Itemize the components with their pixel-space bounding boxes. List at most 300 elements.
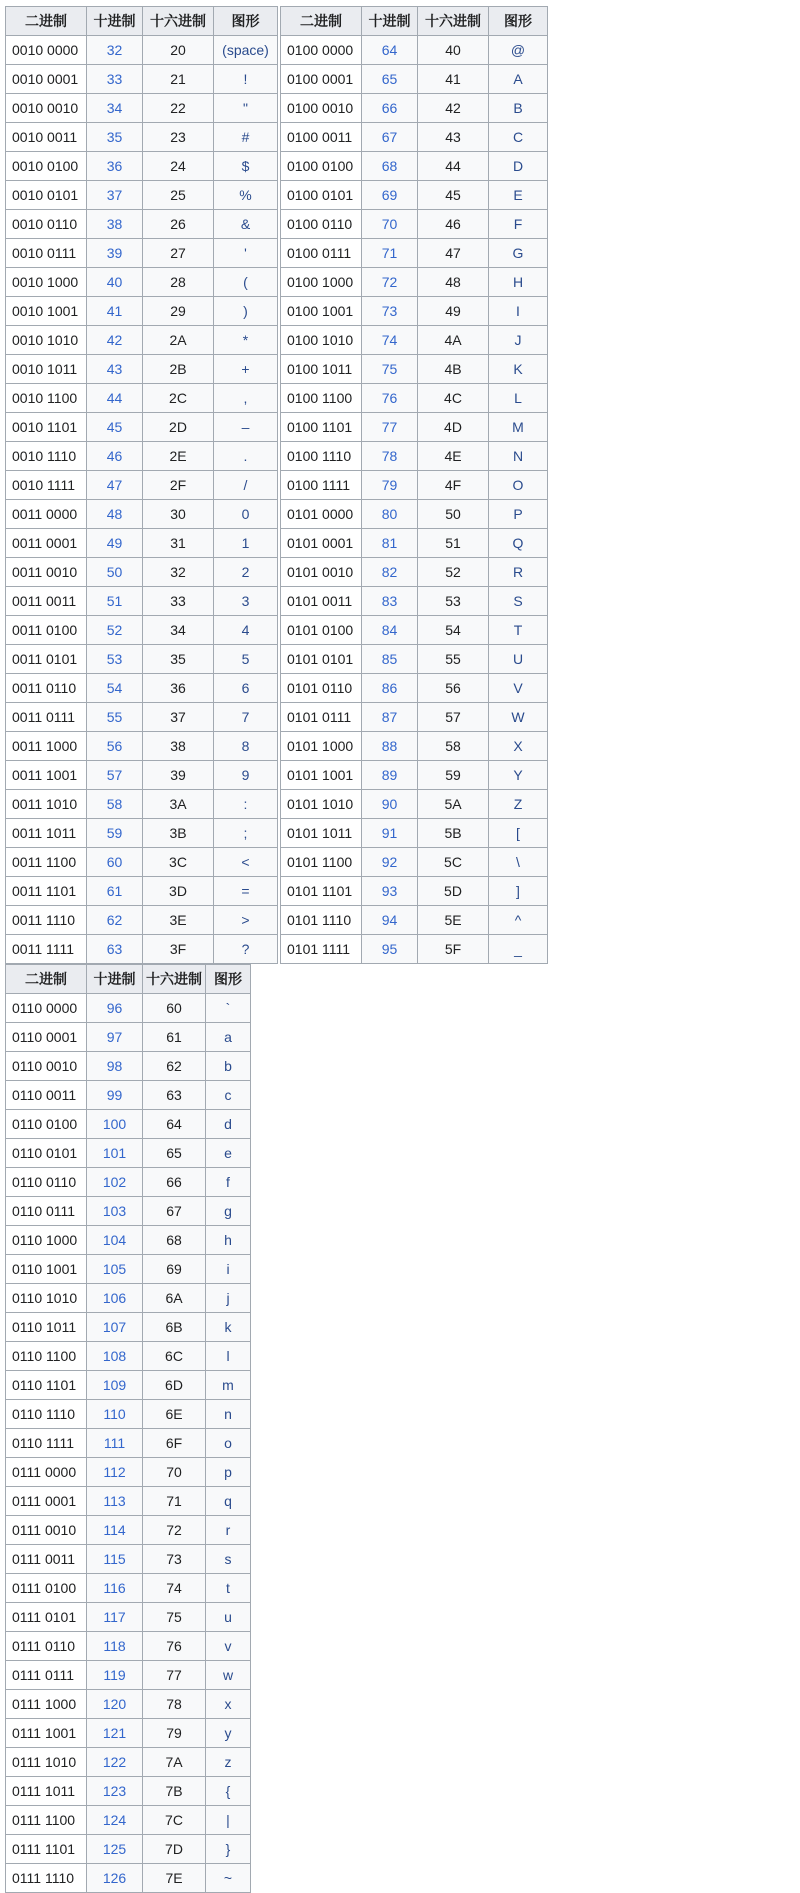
table-row: [6, 1516, 251, 1545]
table-row: [6, 384, 278, 413]
decimal-cell[interactable]: 68: [362, 152, 418, 181]
binary-cell: 0110 1011: [6, 1313, 87, 1342]
decimal-cell[interactable]: 82: [362, 558, 418, 587]
decimal-cell[interactable]: 75: [362, 355, 418, 384]
hex-cell: 3A: [143, 790, 214, 819]
glyph-cell[interactable]: !: [214, 65, 278, 94]
decimal-cell[interactable]: 115: [87, 1545, 143, 1574]
hex-cell: 69: [143, 1255, 206, 1284]
binary-cell: 0110 0101: [6, 1139, 87, 1168]
glyph-cell[interactable]: i: [206, 1255, 251, 1284]
decimal-cell[interactable]: 44: [87, 384, 143, 413]
decimal-cell[interactable]: 57: [87, 761, 143, 790]
decimal-cell[interactable]: 83: [362, 587, 418, 616]
table-row: [281, 616, 548, 645]
decimal-cell[interactable]: 92: [362, 848, 418, 877]
glyph-cell[interactable]: P: [489, 500, 548, 529]
decimal-cell[interactable]: 113: [87, 1487, 143, 1516]
decimal-cell[interactable]: 102: [87, 1168, 143, 1197]
glyph-cell[interactable]: U: [489, 645, 548, 674]
glyph-cell[interactable]: /: [214, 471, 278, 500]
glyph-cell[interactable]: Y: [489, 761, 548, 790]
table-row: [6, 732, 278, 761]
decimal-cell[interactable]: 51: [87, 587, 143, 616]
glyph-cell[interactable]: Q: [489, 529, 548, 558]
glyph-cell[interactable]: >: [214, 906, 278, 935]
decimal-cell[interactable]: 117: [87, 1603, 143, 1632]
glyph-cell[interactable]: S: [489, 587, 548, 616]
glyph-cell[interactable]: 7: [214, 703, 278, 732]
table-row: [281, 239, 548, 268]
decimal-cell[interactable]: 110: [87, 1400, 143, 1429]
glyph-cell[interactable]: ,: [214, 384, 278, 413]
hex-cell: 6E: [143, 1400, 206, 1429]
decimal-cell[interactable]: 53: [87, 645, 143, 674]
glyph-cell[interactable]: `: [206, 994, 251, 1023]
binary-cell: 0101 1100: [281, 848, 362, 877]
table-row: [281, 94, 548, 123]
decimal-cell[interactable]: 52: [87, 616, 143, 645]
glyph-cell[interactable]: (: [214, 268, 278, 297]
header-glyph: 图形: [214, 7, 278, 36]
ascii-table-3: [5, 964, 251, 1893]
decimal-cell[interactable]: 91: [362, 819, 418, 848]
glyph-cell[interactable]: #: [214, 123, 278, 152]
glyph-cell[interactable]: &: [214, 210, 278, 239]
glyph-cell[interactable]: =: [214, 877, 278, 906]
glyph-cell[interactable]: p: [206, 1458, 251, 1487]
binary-cell: 0011 0000: [6, 500, 87, 529]
binary-cell: 0010 1011: [6, 355, 87, 384]
hex-cell: 74: [143, 1574, 206, 1603]
glyph-cell[interactable]: e: [206, 1139, 251, 1168]
glyph-cell[interactable]: r: [206, 1516, 251, 1545]
glyph-cell[interactable]: }: [206, 1835, 251, 1864]
decimal-cell[interactable]: 67: [362, 123, 418, 152]
table-row: [6, 935, 278, 964]
hex-cell: 37: [143, 703, 214, 732]
hex-cell: 60: [143, 994, 206, 1023]
table-row: [6, 703, 278, 732]
ascii-tables: [5, 6, 795, 1886]
glyph-cell[interactable]: o: [206, 1429, 251, 1458]
hex-cell: 46: [418, 210, 489, 239]
decimal-cell[interactable]: 99: [87, 1081, 143, 1110]
binary-cell: 0111 1000: [6, 1690, 87, 1719]
decimal-cell[interactable]: 62: [87, 906, 143, 935]
binary-cell: 0011 1101: [6, 877, 87, 906]
decimal-cell[interactable]: 85: [362, 645, 418, 674]
hex-cell: 26: [143, 210, 214, 239]
binary-cell: 0011 0111: [6, 703, 87, 732]
table-row: [6, 36, 278, 65]
table-row: [6, 1110, 251, 1139]
table-row: [6, 268, 278, 297]
glyph-cell[interactable]: W: [489, 703, 548, 732]
glyph-cell[interactable]: {: [206, 1777, 251, 1806]
glyph-cell[interactable]: :: [214, 790, 278, 819]
binary-cell: 0110 0100: [6, 1110, 87, 1139]
table-row: [6, 906, 278, 935]
decimal-cell[interactable]: 122: [87, 1748, 143, 1777]
header-decimal: 十进制: [362, 7, 418, 36]
binary-cell: 0101 1010: [281, 790, 362, 819]
glyph-cell[interactable]: z: [206, 1748, 251, 1777]
decimal-cell[interactable]: 123: [87, 1777, 143, 1806]
hex-cell: 75: [143, 1603, 206, 1632]
decimal-cell[interactable]: 72: [362, 268, 418, 297]
glyph-cell[interactable]: 6: [214, 674, 278, 703]
glyph-cell[interactable]: F: [489, 210, 548, 239]
decimal-cell[interactable]: 38: [87, 210, 143, 239]
glyph-cell[interactable]: –: [214, 413, 278, 442]
table-row: [281, 587, 548, 616]
binary-cell: 0110 1001: [6, 1255, 87, 1284]
binary-cell: 0110 0110: [6, 1168, 87, 1197]
binary-cell: 0111 0100: [6, 1574, 87, 1603]
decimal-cell[interactable]: 46: [87, 442, 143, 471]
glyph-cell[interactable]: ): [214, 297, 278, 326]
glyph-cell[interactable]: x: [206, 1690, 251, 1719]
glyph-cell[interactable]: b: [206, 1052, 251, 1081]
decimal-cell[interactable]: 124: [87, 1806, 143, 1835]
table-row: [281, 500, 548, 529]
glyph-cell[interactable]: D: [489, 152, 548, 181]
decimal-cell[interactable]: 48: [87, 500, 143, 529]
decimal-cell[interactable]: 106: [87, 1284, 143, 1313]
hex-cell: 24: [143, 152, 214, 181]
binary-cell: 0011 1110: [6, 906, 87, 935]
glyph-cell[interactable]: w: [206, 1661, 251, 1690]
decimal-cell[interactable]: 58: [87, 790, 143, 819]
decimal-cell[interactable]: 78: [362, 442, 418, 471]
decimal-cell[interactable]: 105: [87, 1255, 143, 1284]
decimal-cell[interactable]: 33: [87, 65, 143, 94]
glyph-cell[interactable]: T: [489, 616, 548, 645]
glyph-cell[interactable]: @: [489, 36, 548, 65]
table-row: [6, 1806, 251, 1835]
glyph-cell[interactable]: 9: [214, 761, 278, 790]
decimal-cell[interactable]: 101: [87, 1139, 143, 1168]
glyph-cell[interactable]: j: [206, 1284, 251, 1313]
glyph-cell[interactable]: %: [214, 181, 278, 210]
table-row: [6, 1284, 251, 1313]
decimal-cell[interactable]: 45: [87, 413, 143, 442]
table-row: [281, 471, 548, 500]
header-glyph: 图形: [489, 7, 548, 36]
hex-cell: 65: [143, 1139, 206, 1168]
decimal-cell[interactable]: 96: [87, 994, 143, 1023]
glyph-cell[interactable]: u: [206, 1603, 251, 1632]
table-row: [6, 1023, 251, 1052]
hex-cell: 48: [418, 268, 489, 297]
glyph-cell[interactable]: .: [214, 442, 278, 471]
hex-cell: 6A: [143, 1284, 206, 1313]
glyph-cell[interactable]: $: [214, 152, 278, 181]
glyph-cell[interactable]: d: [206, 1110, 251, 1139]
decimal-cell[interactable]: 84: [362, 616, 418, 645]
glyph-cell[interactable]: \: [489, 848, 548, 877]
decimal-cell[interactable]: 35: [87, 123, 143, 152]
decimal-cell[interactable]: 112: [87, 1458, 143, 1487]
glyph-cell[interactable]: l: [206, 1342, 251, 1371]
decimal-cell[interactable]: 73: [362, 297, 418, 326]
glyph-cell[interactable]: ?: [214, 935, 278, 964]
hex-cell: 78: [143, 1690, 206, 1719]
table-row: [6, 790, 278, 819]
decimal-cell[interactable]: 114: [87, 1516, 143, 1545]
glyph-cell[interactable]: G: [489, 239, 548, 268]
binary-cell: 0111 0110: [6, 1632, 87, 1661]
decimal-cell[interactable]: 86: [362, 674, 418, 703]
glyph-cell[interactable]: K: [489, 355, 548, 384]
decimal-cell[interactable]: 69: [362, 181, 418, 210]
binary-cell: 0110 0000: [6, 994, 87, 1023]
decimal-cell[interactable]: 56: [87, 732, 143, 761]
decimal-cell[interactable]: 121: [87, 1719, 143, 1748]
binary-cell: 0010 0110: [6, 210, 87, 239]
hex-cell: 2F: [143, 471, 214, 500]
decimal-cell[interactable]: 93: [362, 877, 418, 906]
hex-cell: 20: [143, 36, 214, 65]
decimal-cell[interactable]: 55: [87, 703, 143, 732]
glyph-cell[interactable]: ': [214, 239, 278, 268]
hex-cell: 5D: [418, 877, 489, 906]
binary-cell: 0100 1110: [281, 442, 362, 471]
decimal-cell[interactable]: 88: [362, 732, 418, 761]
table-row: [6, 500, 278, 529]
table-row: [6, 471, 278, 500]
decimal-cell[interactable]: 71: [362, 239, 418, 268]
decimal-cell[interactable]: 125: [87, 1835, 143, 1864]
binary-cell: 0100 0110: [281, 210, 362, 239]
glyph-cell[interactable]: ]: [489, 877, 548, 906]
glyph-cell[interactable]: (space): [214, 36, 278, 65]
binary-cell: 0100 1111: [281, 471, 362, 500]
binary-cell: 0100 0101: [281, 181, 362, 210]
binary-cell: 0011 0010: [6, 558, 87, 587]
hex-cell: 49: [418, 297, 489, 326]
glyph-cell[interactable]: c: [206, 1081, 251, 1110]
glyph-cell[interactable]: *: [214, 326, 278, 355]
glyph-cell[interactable]: k: [206, 1313, 251, 1342]
glyph-cell[interactable]: 5: [214, 645, 278, 674]
decimal-cell[interactable]: 109: [87, 1371, 143, 1400]
decimal-cell[interactable]: 76: [362, 384, 418, 413]
decimal-cell[interactable]: 111: [87, 1429, 143, 1458]
decimal-cell[interactable]: 47: [87, 471, 143, 500]
hex-cell: 6B: [143, 1313, 206, 1342]
glyph-cell[interactable]: 2: [214, 558, 278, 587]
decimal-cell[interactable]: 97: [87, 1023, 143, 1052]
glyph-cell[interactable]: C: [489, 123, 548, 152]
decimal-cell[interactable]: 103: [87, 1197, 143, 1226]
decimal-cell[interactable]: 64: [362, 36, 418, 65]
decimal-cell[interactable]: 37: [87, 181, 143, 210]
decimal-cell[interactable]: 36: [87, 152, 143, 181]
table-row: [6, 994, 251, 1023]
glyph-cell[interactable]: s: [206, 1545, 251, 1574]
glyph-cell[interactable]: 3: [214, 587, 278, 616]
table-row: [6, 674, 278, 703]
table-row: [281, 152, 548, 181]
glyph-cell[interactable]: A: [489, 65, 548, 94]
hex-cell: 6F: [143, 1429, 206, 1458]
binary-cell: 0011 1010: [6, 790, 87, 819]
decimal-cell[interactable]: 90: [362, 790, 418, 819]
decimal-cell[interactable]: 126: [87, 1864, 143, 1893]
glyph-cell[interactable]: f: [206, 1168, 251, 1197]
glyph-cell[interactable]: V: [489, 674, 548, 703]
glyph-cell[interactable]: ": [214, 94, 278, 123]
decimal-cell[interactable]: 41: [87, 297, 143, 326]
binary-cell: 0111 0001: [6, 1487, 87, 1516]
binary-cell: 0111 0101: [6, 1603, 87, 1632]
glyph-cell[interactable]: [: [489, 819, 548, 848]
decimal-cell[interactable]: 80: [362, 500, 418, 529]
decimal-cell[interactable]: 50: [87, 558, 143, 587]
binary-cell: 0010 1101: [6, 413, 87, 442]
glyph-cell[interactable]: E: [489, 181, 548, 210]
glyph-cell[interactable]: O: [489, 471, 548, 500]
glyph-cell[interactable]: R: [489, 558, 548, 587]
decimal-cell[interactable]: 43: [87, 355, 143, 384]
binary-cell: 0101 1011: [281, 819, 362, 848]
table-row: [281, 268, 548, 297]
table-row: [6, 355, 278, 384]
glyph-cell[interactable]: |: [206, 1806, 251, 1835]
glyph-cell[interactable]: I: [489, 297, 548, 326]
decimal-cell[interactable]: 89: [362, 761, 418, 790]
glyph-cell[interactable]: h: [206, 1226, 251, 1255]
decimal-cell[interactable]: 39: [87, 239, 143, 268]
table-row: [6, 1603, 251, 1632]
binary-cell: 0011 0100: [6, 616, 87, 645]
hex-cell: 57: [418, 703, 489, 732]
table-row: [281, 848, 548, 877]
hex-cell: 43: [418, 123, 489, 152]
glyph-cell[interactable]: _: [489, 935, 548, 964]
decimal-cell[interactable]: 74: [362, 326, 418, 355]
table-row: [6, 645, 278, 674]
glyph-cell[interactable]: n: [206, 1400, 251, 1429]
glyph-cell[interactable]: q: [206, 1487, 251, 1516]
glyph-cell[interactable]: H: [489, 268, 548, 297]
glyph-cell[interactable]: ^: [489, 906, 548, 935]
decimal-cell[interactable]: 100: [87, 1110, 143, 1139]
decimal-cell[interactable]: 34: [87, 94, 143, 123]
glyph-cell[interactable]: ;: [214, 819, 278, 848]
hex-cell: 4D: [418, 413, 489, 442]
decimal-cell[interactable]: 95: [362, 935, 418, 964]
hex-cell: 30: [143, 500, 214, 529]
glyph-cell[interactable]: 1: [214, 529, 278, 558]
hex-cell: 3F: [143, 935, 214, 964]
decimal-cell[interactable]: 65: [362, 65, 418, 94]
decimal-cell[interactable]: 54: [87, 674, 143, 703]
table-row: [6, 1574, 251, 1603]
table-row: [281, 761, 548, 790]
glyph-cell[interactable]: t: [206, 1574, 251, 1603]
binary-cell: 0100 0000: [281, 36, 362, 65]
header-binary: 二进制: [6, 965, 87, 994]
decimal-cell[interactable]: 104: [87, 1226, 143, 1255]
hex-cell: 3E: [143, 906, 214, 935]
glyph-cell[interactable]: 4: [214, 616, 278, 645]
hex-cell: 52: [418, 558, 489, 587]
glyph-cell[interactable]: +: [214, 355, 278, 384]
decimal-cell[interactable]: 118: [87, 1632, 143, 1661]
hex-cell: 51: [418, 529, 489, 558]
decimal-cell[interactable]: 60: [87, 848, 143, 877]
table-row: [281, 297, 548, 326]
decimal-cell[interactable]: 77: [362, 413, 418, 442]
decimal-cell[interactable]: 87: [362, 703, 418, 732]
glyph-cell[interactable]: N: [489, 442, 548, 471]
glyph-cell[interactable]: M: [489, 413, 548, 442]
glyph-cell[interactable]: L: [489, 384, 548, 413]
binary-cell: 0111 0000: [6, 1458, 87, 1487]
hex-cell: 54: [418, 616, 489, 645]
decimal-cell[interactable]: 61: [87, 877, 143, 906]
decimal-cell[interactable]: 79: [362, 471, 418, 500]
binary-cell: 0110 1010: [6, 1284, 87, 1313]
glyph-cell[interactable]: Z: [489, 790, 548, 819]
glyph-cell[interactable]: v: [206, 1632, 251, 1661]
binary-cell: 0101 1111: [281, 935, 362, 964]
table-row: [281, 674, 548, 703]
glyph-cell[interactable]: ~: [206, 1864, 251, 1893]
table-row: [6, 1313, 251, 1342]
glyph-cell[interactable]: X: [489, 732, 548, 761]
decimal-cell[interactable]: 108: [87, 1342, 143, 1371]
decimal-cell[interactable]: 120: [87, 1690, 143, 1719]
decimal-cell[interactable]: 116: [87, 1574, 143, 1603]
hex-cell: 38: [143, 732, 214, 761]
decimal-cell[interactable]: 70: [362, 210, 418, 239]
decimal-cell[interactable]: 66: [362, 94, 418, 123]
decimal-cell[interactable]: 59: [87, 819, 143, 848]
hex-cell: 31: [143, 529, 214, 558]
glyph-cell[interactable]: <: [214, 848, 278, 877]
decimal-cell[interactable]: 42: [87, 326, 143, 355]
glyph-cell[interactable]: J: [489, 326, 548, 355]
table-row: [281, 529, 548, 558]
decimal-cell[interactable]: 119: [87, 1661, 143, 1690]
decimal-cell[interactable]: 98: [87, 1052, 143, 1081]
decimal-cell[interactable]: 81: [362, 529, 418, 558]
decimal-cell[interactable]: 63: [87, 935, 143, 964]
decimal-cell[interactable]: 40: [87, 268, 143, 297]
binary-cell: 0101 0000: [281, 500, 362, 529]
table-row: [6, 558, 278, 587]
glyph-cell[interactable]: g: [206, 1197, 251, 1226]
glyph-cell[interactable]: a: [206, 1023, 251, 1052]
decimal-cell[interactable]: 49: [87, 529, 143, 558]
hex-cell: 5B: [418, 819, 489, 848]
decimal-cell[interactable]: 107: [87, 1313, 143, 1342]
glyph-cell[interactable]: m: [206, 1371, 251, 1400]
decimal-cell[interactable]: 94: [362, 906, 418, 935]
glyph-cell[interactable]: 8: [214, 732, 278, 761]
glyph-cell[interactable]: 0: [214, 500, 278, 529]
table-row: [6, 848, 278, 877]
decimal-cell[interactable]: 32: [87, 36, 143, 65]
table-row: [6, 877, 278, 906]
binary-cell: 0110 0111: [6, 1197, 87, 1226]
glyph-cell[interactable]: B: [489, 94, 548, 123]
glyph-cell[interactable]: y: [206, 1719, 251, 1748]
